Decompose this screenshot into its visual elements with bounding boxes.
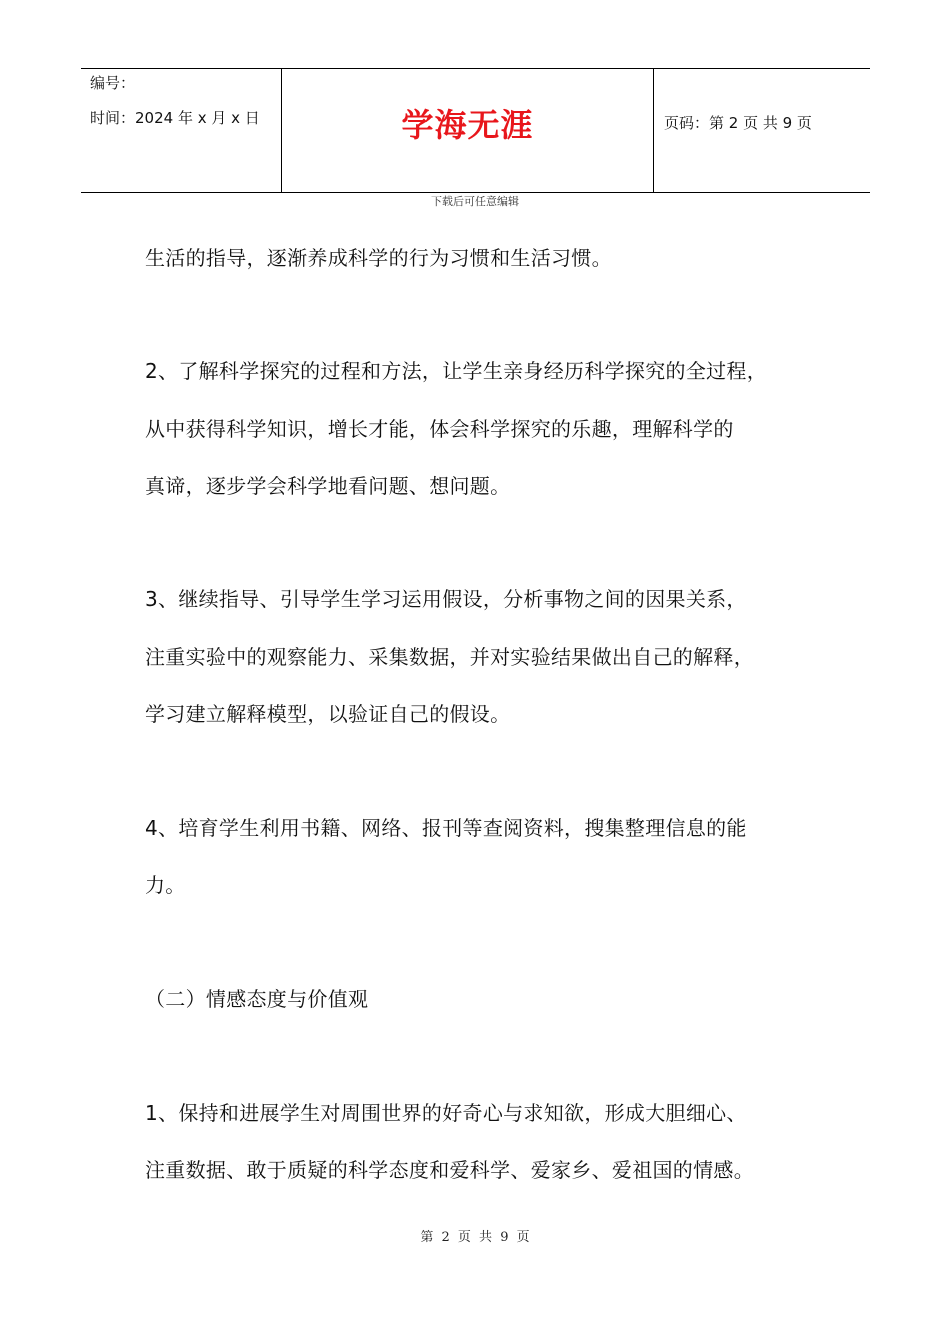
section-heading: （二）情感态度与价值观 [145, 987, 369, 1011]
body-line: 学习建立解释模型，以验证自己的假设。 [145, 702, 511, 726]
body-line: 3、继续指导、引导学生学习运用假设，分析事物之间的因果关系， [145, 587, 747, 611]
body-line: 注重实验中的观察能力、采集数据，并对实验结果做出自己的解释， [145, 645, 754, 669]
body-line: 从中获得科学知识，增长才能，体会科学探究的乐趣，理解科学的 [145, 417, 734, 441]
body-line: 真谛，逐步学会科学地看问题、想问题。 [145, 474, 511, 498]
body-line: 注重数据、敢于质疑的科学态度和爱科学、爱家乡、爱祖国的情感。 [145, 1158, 754, 1182]
brand-title: 学海无涯 [401, 106, 534, 144]
body-line: 力。 [145, 873, 186, 897]
page-indicator: 页码：第 2 页 共 9 页 [664, 114, 812, 132]
header-right-cell [654, 69, 870, 192]
serial-number-label: 编号： [90, 74, 136, 92]
time-label: 时间：2024 年 x 月 x 日 [90, 109, 260, 127]
header-left-cell [81, 69, 281, 192]
document-header [81, 68, 870, 193]
body-line: 生活的指导，逐渐养成科学的行为习惯和生活习惯。 [145, 246, 612, 270]
header-middle-cell [281, 69, 654, 192]
body-line: 1、保持和进展学生对周围世界的好奇心与求知欲，形成大胆细心、 [145, 1101, 747, 1125]
page-footer: 第 2 页 共 9 页 [420, 1230, 530, 1245]
body-line: 2、了解科学探究的过程和方法，让学生亲身经历科学探究的全过程， [145, 359, 768, 383]
edit-note: 下载后可任意编辑 [431, 195, 519, 208]
body-line: 4、培育学生利用书籍、网络、报刊等查阅资料，搜集整理信息的能 [145, 816, 747, 840]
